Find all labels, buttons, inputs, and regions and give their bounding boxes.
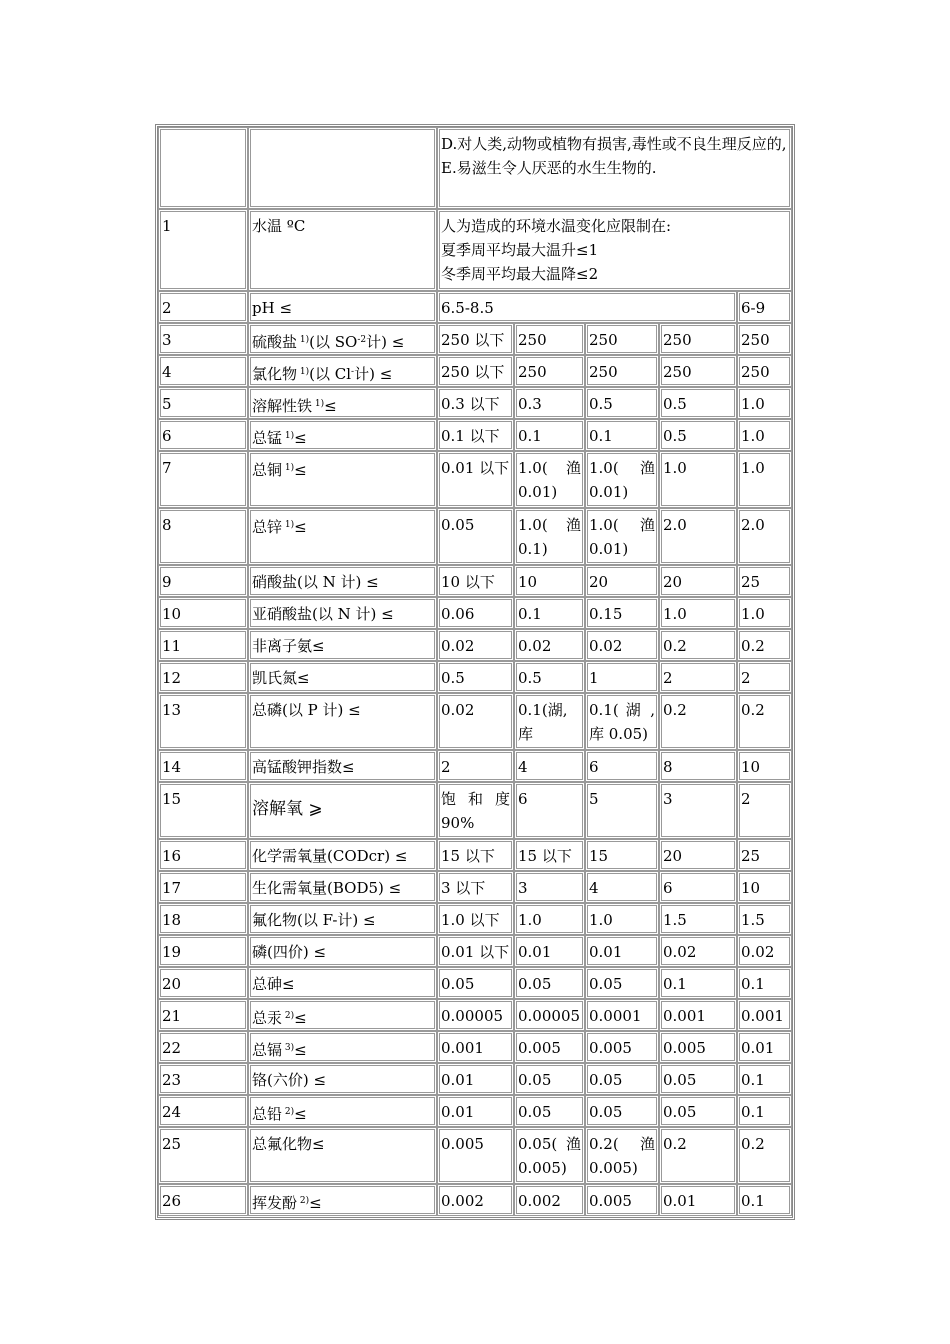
cell-class-2: 250 [514, 323, 585, 355]
criteria-line-d: D.对人类,动物或植物有损害,毒性或不良生理反应的, [441, 135, 787, 153]
cell-class-4: 250 [659, 323, 737, 355]
cell-class-1: 0.02 [437, 629, 514, 661]
cell-class-5: 2 [737, 782, 792, 839]
cell-item [248, 967, 437, 999]
cell-no: 22 [158, 1031, 248, 1063]
item-tail: (以 Cl [309, 365, 352, 383]
cell-item [248, 629, 437, 661]
cell-class-3: 250 [585, 355, 659, 387]
cell-class-4: 2 [659, 661, 737, 693]
cell-no: 16 [158, 839, 248, 871]
cell-class-1: 0.01 以下 [437, 451, 514, 508]
table-row [158, 508, 792, 565]
cell-class-1: 0.01 [437, 1095, 514, 1127]
cell-no: 25 [158, 1127, 248, 1184]
item-tail: (以 SO [309, 333, 358, 351]
cell-class-3: 0.005 [585, 1031, 659, 1063]
item-name: 硫酸盐 [252, 333, 298, 351]
cell-class-4: 0.2 [659, 629, 737, 661]
cell-item [248, 871, 437, 903]
cell-class-1: 1.0 以下 [437, 903, 514, 935]
cell-class-5: 0.1 [737, 1063, 792, 1095]
item-tail: ≤ [294, 1105, 307, 1123]
cell-class-4: 0.05 [659, 1095, 737, 1127]
cell-class-1: 0.001 [437, 1031, 514, 1063]
cell-class-3: 0.1 [585, 419, 659, 451]
cell-class-1: 250 以下 [437, 323, 514, 355]
cell-no: 6 [158, 419, 248, 451]
cell-class-3: 0.05 [585, 1095, 659, 1127]
cell-class-5: 1.0 [737, 419, 792, 451]
cell-class-3: 20 [585, 565, 659, 597]
table-row [158, 209, 792, 291]
cell-class-4: 0.1 [659, 967, 737, 999]
cell-item [248, 127, 437, 209]
cell-class-3: 0.01 [585, 935, 659, 967]
cell-no: 19 [158, 935, 248, 967]
cell-no: 7 [158, 451, 248, 508]
cell-no: 13 [158, 693, 248, 750]
item-footnote: 1) [282, 463, 295, 473]
cell-class-1: 饱 和 度 90% [437, 782, 514, 839]
cell-item [248, 935, 437, 967]
cell-class-2: 0.05( 渔 0.005) [514, 1127, 585, 1184]
item-footnote: 1) [297, 367, 310, 377]
cell-class-1: 2 [437, 750, 514, 782]
cell-class-5: 0.1 [737, 1184, 792, 1216]
table-row [158, 419, 792, 451]
cell-class-1: 0.05 [437, 967, 514, 999]
cell-item: pH ≤ [248, 291, 437, 323]
item-name: 总砷≤ [252, 975, 295, 993]
cell-item [248, 355, 437, 387]
cell-item [248, 661, 437, 693]
cell-class-2: 250 [514, 355, 585, 387]
table-row [158, 871, 792, 903]
cell-class-1: 250 以下 [437, 355, 514, 387]
cell-no: 17 [158, 871, 248, 903]
cell-class-2: 0.05 [514, 967, 585, 999]
cell-class-2: 0.5 [514, 661, 585, 693]
cell-class-1: 0.06 [437, 597, 514, 629]
cell-item [248, 1063, 437, 1095]
cell-temp-criteria [437, 209, 792, 291]
cell-class-2: 0.00005 [514, 999, 585, 1031]
cell-class-2: 0.005 [514, 1031, 585, 1063]
cell-class-2: 0.3 [514, 387, 585, 419]
cell-class-5: 1.0 [737, 451, 792, 508]
temp-line: 夏季周平均最大温升≤1 [441, 241, 599, 259]
cell-class-4: 1.0 [659, 451, 737, 508]
cell-class-3: 0.0001 [585, 999, 659, 1031]
item-footnote: 2) [297, 1196, 310, 1206]
cell-item [248, 451, 437, 508]
item-name: 高锰酸钾指数≤ [252, 758, 355, 776]
item-name: 生化需氧量(BOD5) ≤ [252, 879, 402, 897]
cell-no: 1 [158, 209, 248, 291]
cell-class-3: 0.05 [585, 967, 659, 999]
cell-class-2: 0.002 [514, 1184, 585, 1216]
item-footnote: 1) [297, 335, 310, 345]
table-row [158, 387, 792, 419]
cell-class-3: 15 [585, 839, 659, 871]
cell-class-5: 0.1 [737, 1095, 792, 1127]
item-footnote: 3) [282, 1043, 295, 1053]
cell-class-2: 1.0( 渔 0.1) [514, 508, 585, 565]
table-row [158, 839, 792, 871]
cell-class-2: 1.0 [514, 903, 585, 935]
cell-no: 18 [158, 903, 248, 935]
cell-class-1: 0.02 [437, 693, 514, 750]
cell-class-2: 4 [514, 750, 585, 782]
cell-class-2: 0.01 [514, 935, 585, 967]
cell-class-5: 1.5 [737, 903, 792, 935]
item-tail: 计) ≤ [354, 365, 393, 383]
cell-class-4: 0.001 [659, 999, 737, 1031]
cell-item [248, 839, 437, 871]
cell-no: 2 [158, 291, 248, 323]
cell-class-4: 0.2 [659, 1127, 737, 1184]
cell-class-1: 0.01 以下 [437, 935, 514, 967]
cell-item: 水温 ºC [248, 209, 437, 291]
item-name: 凯氏氮≤ [252, 669, 310, 687]
item-name: 总锌 [252, 518, 283, 536]
cell-no: 3 [158, 323, 248, 355]
cell-class-5: 0.2 [737, 629, 792, 661]
cell-class-4: 20 [659, 839, 737, 871]
table-row [158, 903, 792, 935]
item-name: 硝酸盐(以 N 计) ≤ [252, 573, 379, 591]
cell-item [248, 750, 437, 782]
cell-class-3: 1.0 [585, 903, 659, 935]
table-row [158, 355, 792, 387]
cell-class-2: 0.1 [514, 419, 585, 451]
cell-class-5: 0.001 [737, 999, 792, 1031]
cell-no: 9 [158, 565, 248, 597]
item-name: 氟化物(以 F-计) ≤ [252, 911, 376, 929]
cell-class-3: 1 [585, 661, 659, 693]
item-name: 总铜 [252, 461, 283, 479]
table-row [158, 1095, 792, 1127]
item-tail: 计) ≤ [366, 333, 405, 351]
item-footnote: 1) [282, 520, 295, 530]
cell-class-4: 0.005 [659, 1031, 737, 1063]
cell-no [158, 127, 248, 209]
cell-class-3: 0.005 [585, 1184, 659, 1216]
cell-class-1: 10 以下 [437, 565, 514, 597]
cell-class-4: 1.0 [659, 597, 737, 629]
cell-class-2: 6 [514, 782, 585, 839]
table-row [158, 291, 792, 323]
cell-class-5: 25 [737, 565, 792, 597]
table-row [158, 1031, 792, 1063]
item-name: 总镉 [252, 1041, 283, 1059]
cell-no: 14 [158, 750, 248, 782]
item-name: 化学需氧量(CODcr) ≤ [252, 847, 408, 865]
table-row [158, 323, 792, 355]
cell-class-4: 20 [659, 565, 737, 597]
cell-class-3: 0.5 [585, 387, 659, 419]
cell-item [248, 999, 437, 1031]
cell-item [248, 693, 437, 750]
item-footnote: 2) [282, 1011, 295, 1021]
cell-ph-class5: 6-9 [737, 291, 792, 323]
cell-item [248, 419, 437, 451]
item-name: 总氟化物≤ [252, 1135, 325, 1153]
item-tail: ≤ [294, 461, 307, 479]
item-tail: ≤ [294, 429, 307, 447]
item-superscript: - [351, 367, 355, 377]
cell-item [248, 565, 437, 597]
cell-class-4: 1.5 [659, 903, 737, 935]
item-superscript: -2 [357, 335, 367, 345]
cell-class-1: 0.05 [437, 508, 514, 565]
cell-class-1: 0.00005 [437, 999, 514, 1031]
cell-class-2: 0.1(湖,库 [514, 693, 585, 750]
cell-class-5: 0.1 [737, 967, 792, 999]
item-name: 总磷(以 P 计) ≤ [252, 701, 361, 719]
cell-item [248, 387, 437, 419]
cell-class-2: 1.0( 渔 0.01) [514, 451, 585, 508]
cell-class-3: 1.0( 渔 0.01) [585, 451, 659, 508]
item-name: 溶解氧 ⩾ [252, 799, 323, 819]
cell-item [248, 903, 437, 935]
table-row [158, 127, 792, 209]
cell-class-4: 2.0 [659, 508, 737, 565]
cell-class-2: 3 [514, 871, 585, 903]
cell-class-1: 0.002 [437, 1184, 514, 1216]
item-name: 总锰 [252, 429, 283, 447]
cell-item [248, 1127, 437, 1184]
cell-class-3: 0.15 [585, 597, 659, 629]
item-tail: ≤ [294, 1041, 307, 1059]
cell-no: 26 [158, 1184, 248, 1216]
cell-class-3: 0.02 [585, 629, 659, 661]
cell-class-4: 0.5 [659, 387, 737, 419]
table-row [158, 451, 792, 508]
item-tail: ≤ [294, 518, 307, 536]
cell-class-2: 0.1 [514, 597, 585, 629]
cell-class-3: 0.05 [585, 1063, 659, 1095]
item-name: 总汞 [252, 1009, 283, 1027]
cell-class-3: 5 [585, 782, 659, 839]
cell-class-3: 250 [585, 323, 659, 355]
cell-class-5: 2 [737, 661, 792, 693]
table-row [158, 565, 792, 597]
cell-class-2: 15 以下 [514, 839, 585, 871]
cell-class-3: 1.0( 渔 0.01) [585, 508, 659, 565]
item-footnote: 1) [312, 399, 325, 409]
cell-item [248, 1184, 437, 1216]
cell-class-4: 0.5 [659, 419, 737, 451]
cell-class-5: 0.01 [737, 1031, 792, 1063]
table-row [158, 693, 792, 750]
cell-class-2: 0.05 [514, 1063, 585, 1095]
temp-line: 冬季周平均最大温降≤2 [441, 265, 599, 283]
item-name: 铬(六价) ≤ [252, 1071, 327, 1089]
cell-item [248, 782, 437, 839]
cell-class-5: 10 [737, 871, 792, 903]
cell-class-4: 0.02 [659, 935, 737, 967]
cell-no: 12 [158, 661, 248, 693]
cell-ph-range: 6.5-8.5 [437, 291, 737, 323]
cell-class-1: 15 以下 [437, 839, 514, 871]
cell-class-1: 0.5 [437, 661, 514, 693]
cell-class-3: 6 [585, 750, 659, 782]
item-footnote: 1) [282, 431, 295, 441]
cell-class-4: 0.01 [659, 1184, 737, 1216]
cell-class-5: 25 [737, 839, 792, 871]
cell-criteria [437, 127, 792, 209]
cell-class-2: 10 [514, 565, 585, 597]
table-row [158, 999, 792, 1031]
cell-class-5: 250 [737, 323, 792, 355]
cell-class-1: 3 以下 [437, 871, 514, 903]
cell-item [248, 1031, 437, 1063]
cell-class-4: 0.05 [659, 1063, 737, 1095]
table-row [158, 1063, 792, 1095]
temp-line: 人为造成的环境水温变化应限制在: [441, 217, 672, 235]
item-name: 溶解性铁 [252, 397, 313, 415]
cell-item [248, 323, 437, 355]
water-quality-table [155, 124, 795, 1220]
item-footnote: 2) [282, 1107, 295, 1117]
table-row [158, 935, 792, 967]
cell-class-1: 0.1 以下 [437, 419, 514, 451]
item-tail: ≤ [294, 1009, 307, 1027]
item-name: 氯化物 [252, 365, 298, 383]
item-name: 亚硝酸盐(以 N 计) ≤ [252, 605, 394, 623]
cell-class-5: 1.0 [737, 387, 792, 419]
cell-class-1: 0.005 [437, 1127, 514, 1184]
cell-class-5: 1.0 [737, 597, 792, 629]
item-name: 非离子氨≤ [252, 637, 325, 655]
cell-class-3: 4 [585, 871, 659, 903]
item-tail: ≤ [309, 1194, 322, 1212]
table-row [158, 782, 792, 839]
table-row [158, 967, 792, 999]
criteria-line-e: E.易滋生令人厌恶的水生生物的. [441, 159, 657, 177]
table-row [158, 750, 792, 782]
cell-no: 10 [158, 597, 248, 629]
table-row [158, 1184, 792, 1216]
cell-item [248, 508, 437, 565]
cell-class-5: 250 [737, 355, 792, 387]
item-tail: ≤ [324, 397, 337, 415]
cell-item [248, 1095, 437, 1127]
cell-no: 8 [158, 508, 248, 565]
cell-class-2: 0.02 [514, 629, 585, 661]
cell-class-5: 10 [737, 750, 792, 782]
cell-class-3: 0.1( 湖 , 库 0.05) [585, 693, 659, 750]
cell-class-5: 0.02 [737, 935, 792, 967]
cell-class-4: 3 [659, 782, 737, 839]
table-row [158, 629, 792, 661]
cell-no: 23 [158, 1063, 248, 1095]
cell-no: 11 [158, 629, 248, 661]
cell-class-5: 0.2 [737, 1127, 792, 1184]
cell-class-2: 0.05 [514, 1095, 585, 1127]
cell-class-4: 8 [659, 750, 737, 782]
cell-no: 20 [158, 967, 248, 999]
cell-no: 5 [158, 387, 248, 419]
table-row [158, 597, 792, 629]
cell-class-4: 250 [659, 355, 737, 387]
cell-no: 4 [158, 355, 248, 387]
cell-class-5: 2.0 [737, 508, 792, 565]
item-name: 磷(四价) ≤ [252, 943, 327, 961]
item-name: 挥发酚 [252, 1194, 298, 1212]
cell-class-4: 0.2 [659, 693, 737, 750]
cell-class-4: 6 [659, 871, 737, 903]
cell-class-3: 0.2( 渔 0.005) [585, 1127, 659, 1184]
item-name: 总铅 [252, 1105, 283, 1123]
table-row [158, 661, 792, 693]
cell-no: 15 [158, 782, 248, 839]
cell-class-5: 0.2 [737, 693, 792, 750]
cell-item [248, 597, 437, 629]
table-row [158, 1127, 792, 1184]
cell-class-1: 0.01 [437, 1063, 514, 1095]
cell-class-1: 0.3 以下 [437, 387, 514, 419]
cell-no: 21 [158, 999, 248, 1031]
cell-no: 24 [158, 1095, 248, 1127]
